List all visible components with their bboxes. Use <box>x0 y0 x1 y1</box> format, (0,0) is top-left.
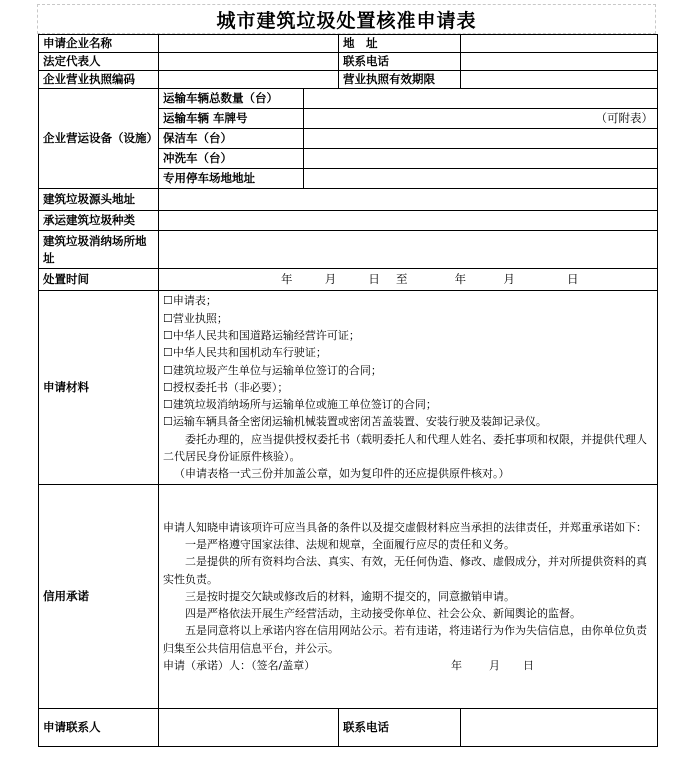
end-year: 年 <box>454 272 467 286</box>
checkbox-icon[interactable]: ☐ <box>163 398 173 412</box>
material-item: ☐建筑垃圾消纳场所与运输单位或施工单位签订的合同； <box>163 398 437 412</box>
sweeper-label: 保洁车（台） <box>159 129 304 149</box>
credit-point: 三是按时提交欠缺或修改后的材料，逾期不提交的，同意撤销申请。 <box>185 589 515 603</box>
credit-label: 信用承诺 <box>39 485 159 709</box>
signature-line <box>163 657 653 674</box>
end-month: 月 <box>503 272 515 286</box>
phone-label: 联系电话 <box>339 709 461 747</box>
row-disposal-time <box>39 269 658 291</box>
copy-note: （申请表格一式三份并加盖公章，如为复印件的还应提供原件核对。） <box>174 467 510 481</box>
date-to: 至 <box>396 272 408 286</box>
sweeper-field[interactable] <box>304 129 658 149</box>
credit-point: 四是严格依法开展生产经营活动，主动接受你单位、社会公众、新闻舆论的监督。 <box>185 607 581 621</box>
row-vehicle-total <box>39 89 658 109</box>
applicant-contact-label: 申请联系人 <box>39 709 159 747</box>
washer-field[interactable] <box>304 149 658 169</box>
license-validity-label: 营业执照有效期限 <box>339 71 461 89</box>
disposal-site-field[interactable] <box>159 231 658 269</box>
row-materials <box>39 291 658 485</box>
checkbox-icon[interactable]: ☐ <box>163 415 173 429</box>
attachable-note: （可附表） <box>595 111 653 125</box>
row-company-name <box>39 35 658 53</box>
application-form-table <box>38 34 658 747</box>
disposal-time-field[interactable] <box>159 269 658 291</box>
checkbox-icon[interactable]: ☐ <box>163 363 173 377</box>
address-label: 地 址 <box>339 35 461 53</box>
contact-phone-label: 联系电话 <box>339 53 461 71</box>
vehicle-total-label: 运输车辆总数量（台） <box>159 89 304 109</box>
signature-month: 月 <box>489 659 500 673</box>
applicant-contact-field[interactable] <box>159 709 339 747</box>
license-no-field[interactable] <box>159 71 339 89</box>
legal-rep-field[interactable] <box>159 53 339 71</box>
material-item: ☐营业执照； <box>163 311 228 325</box>
material-item: ☐申请表； <box>163 294 217 308</box>
row-source-address <box>39 189 658 211</box>
vehicle-total-field[interactable] <box>304 89 658 109</box>
credit-point: 五是同意将以上承诺内容在信用网站公示。若有违诺，将违诺行为作为失信信息，由你单位负责归集至公共信用信息平台，并公示。 <box>163 624 647 655</box>
title-box <box>37 4 656 34</box>
source-address-label: 建筑垃圾源头地址 <box>39 189 159 211</box>
waste-type-field[interactable] <box>159 211 658 231</box>
checkbox-icon[interactable]: ☐ <box>163 346 173 360</box>
signature-year: 年 <box>451 659 462 673</box>
checkbox-icon[interactable]: ☐ <box>163 294 173 308</box>
waste-type-label: 承运建筑垃圾种类 <box>39 211 159 231</box>
vehicle-plate-label: 运输车辆 车牌号 <box>159 109 304 129</box>
credit-point: 一是严格遵守国家法律、法规和规章，全面履行应尽的责任和义务。 <box>185 537 515 551</box>
credit-point: 二是提供的所有资料均合法、真实、有效，无任何伪造、修改、虚假成分，并对所提供资料的真实性负责。 <box>163 555 647 586</box>
disposal-time-label: 处置时间 <box>39 269 159 291</box>
checkbox-icon[interactable]: ☐ <box>163 311 173 325</box>
delegate-note: 委托办理的，应当提供授权委托书（载明委托人和代理人姓名、委托事项和权限，并提供代理人二代居民身份证原件核验）。 <box>163 432 647 464</box>
end-day: 日 <box>566 272 579 286</box>
company-name-field[interactable] <box>159 35 339 53</box>
row-waste-type <box>39 211 658 231</box>
row-credit <box>39 485 658 709</box>
equipment-label: 企业营运设备（设施） <box>39 89 159 189</box>
credit-intro: 申请人知晓申请该项许可应当具备的条件以及提交虚假材料应当承担的法律责任，并郑重承诺如下： <box>163 520 647 534</box>
checkbox-icon[interactable]: ☐ <box>163 380 173 394</box>
legal-rep-label: 法定代表人 <box>39 53 159 71</box>
signature-day: 日 <box>523 659 534 673</box>
disposal-site-label: 建筑垃圾消纳场所地址 <box>39 231 159 269</box>
row-applicant-contact <box>39 709 658 747</box>
row-license <box>39 71 658 89</box>
license-no-label: 企业营业执照编码 <box>39 71 159 89</box>
vehicle-plate-field[interactable] <box>304 109 658 129</box>
parking-label: 专用停车场地地址 <box>159 169 304 189</box>
signature-label: 申请（承诺）人：（签名/盖章） <box>163 659 316 673</box>
material-item: ☐授权委托书（非必要）； <box>163 380 289 394</box>
address-field[interactable] <box>461 35 658 53</box>
credit-content <box>159 485 658 709</box>
row-legal-rep <box>39 53 658 71</box>
phone-field[interactable] <box>461 709 658 747</box>
start-day: 日 <box>368 272 380 286</box>
material-item: ☐中华人民共和国机动车行驶证； <box>163 346 327 360</box>
contact-phone-field[interactable] <box>461 53 658 71</box>
source-address-field[interactable] <box>159 189 658 211</box>
materials-label: 申请材料 <box>39 291 159 485</box>
start-month: 月 <box>324 272 337 286</box>
company-name-label: 申请企业名称 <box>39 35 159 53</box>
checkbox-icon[interactable]: ☐ <box>163 328 173 342</box>
start-year: 年 <box>281 272 293 286</box>
materials-content <box>159 291 658 485</box>
parking-field[interactable] <box>304 169 658 189</box>
material-item: ☐中华人民共和国道路运输经营许可证； <box>163 328 360 342</box>
material-item: ☐运输车辆具备全密闭运输机械装置或密闭苫盖装置、安装行驶及装卸记录仪。 <box>163 415 547 429</box>
material-item: ☐建筑垃圾产生单位与运输单位签订的合同； <box>163 363 382 377</box>
form-title: 城市建筑垃圾处置核准申请表 <box>216 9 477 32</box>
washer-label: 冲洗车（台） <box>159 149 304 169</box>
row-disposal-site <box>39 231 658 269</box>
license-validity-field[interactable] <box>461 71 658 89</box>
